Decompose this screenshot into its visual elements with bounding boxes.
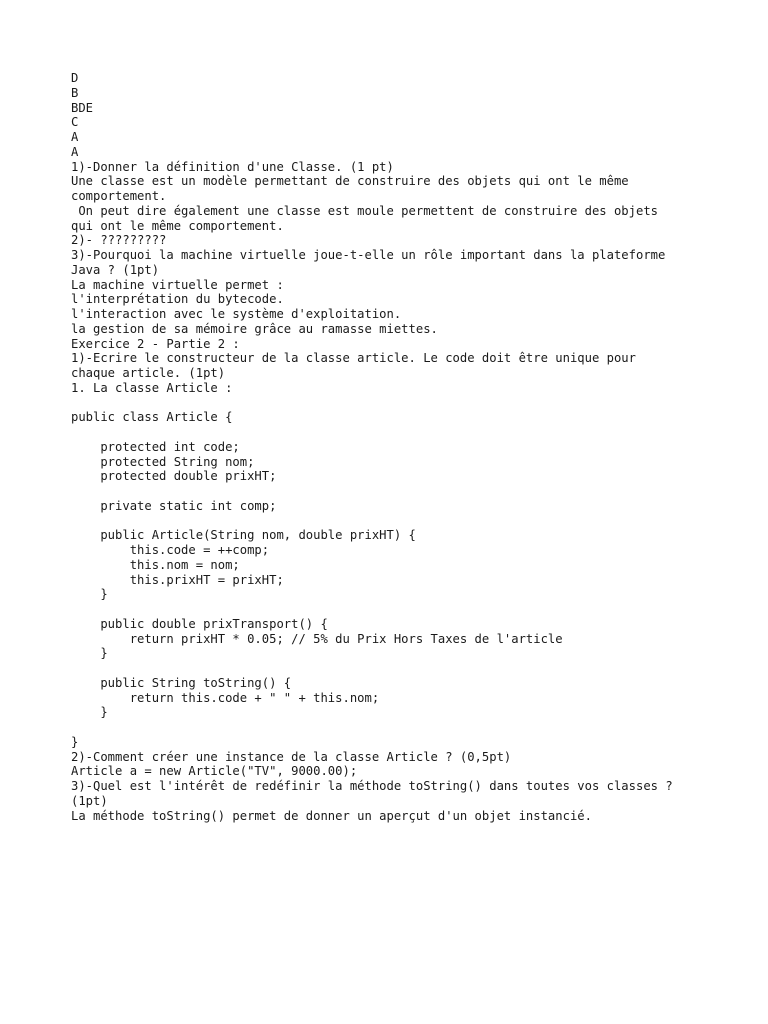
question-heading: chaque article. (1pt) [71,366,226,380]
code-line: this.prixHT = prixHT; [71,572,284,587]
code-line: return prixHT * 0.05; // 5% du Prix Hors Taxes de l'article [71,631,563,646]
answer-text: l'interprétation du bytecode. [71,292,284,307]
question-heading: 1)-Ecrire le constructeur de la classe article. Le code doit être unique pour [71,351,636,366]
answer-text: Une classe est un modèle permettant de construire des objets qui ont le même [71,174,629,189]
code-line: public Article(String nom, double prixHT) { [71,528,416,543]
code-line: return this.code + " " + this.nom; [71,690,380,705]
answer-line-1: D [71,71,79,85]
code-line: } [71,587,108,602]
blank-line [71,396,761,411]
code-line: this.code = ++comp; [71,543,270,557]
answer-line-6: A [71,144,79,159]
answer-line-2: B [71,85,79,100]
code-line: Article a = new Article("TV", 9000.00); [71,764,358,779]
question-2-heading: 2)- ????????? [71,233,167,248]
code-line: } [71,646,108,661]
code-line: public double prixTransport() { [71,616,328,631]
code-line [71,661,761,676]
code-line: this.nom = nom; [71,557,240,572]
answer-text: On peut dire également une classe est moule permettent de construire des objets [71,203,658,218]
question-3-heading: 3)-Pourquoi la machine virtuelle joue-t-elle un rôle important dans la plateforme [71,248,666,262]
code-line: } [71,705,108,720]
code-line: protected double prixHT; [71,469,277,484]
code-line: protected int code; [71,439,240,454]
code-line [71,484,761,499]
question-1-heading: 1)-Donner la définition d'une Classe. (1 pt) [71,159,394,174]
code-line [71,602,761,617]
code-line [71,425,761,440]
code-line: } [71,734,79,749]
question-heading: (1pt) [71,793,108,808]
code-line [71,720,761,735]
question-heading: 3)-Quel est l'intérêt de redéfinir la méthode toString() dans toutes vos classes ? [71,779,673,793]
answer-line-4: C [71,115,79,130]
code-line: protected String nom; [71,454,255,469]
question-3-heading: Java ? (1pt) [71,262,160,277]
answer-text: La machine virtuelle permet : [71,277,284,292]
answer-text: la gestion de sa mémoire grâce au ramasse miettes. [71,321,438,336]
answer-text: comportement. [71,189,167,203]
answer-text: La méthode toString() permet de donner un aperçut d'un objet instancié. [71,808,592,823]
question-heading: 2)-Comment créer une instance de la classe Article ? (0,5pt) [71,749,512,764]
answer-text: qui ont le même comportement. [71,218,284,233]
document-page [71,71,761,823]
code-line: private static int comp; [71,498,277,513]
section-label: 1. La classe Article : [71,380,233,395]
exercise-heading: Exercice 2 - Partie 2 : [71,336,240,351]
code-line [71,514,761,529]
answer-text: l'interaction avec le système d'exploitation. [71,307,402,321]
answer-line-3: BDE [71,100,94,115]
answer-line-5: A [71,130,79,144]
code-line: public String toString() { [71,675,292,690]
code-line: public class Article { [71,410,233,425]
